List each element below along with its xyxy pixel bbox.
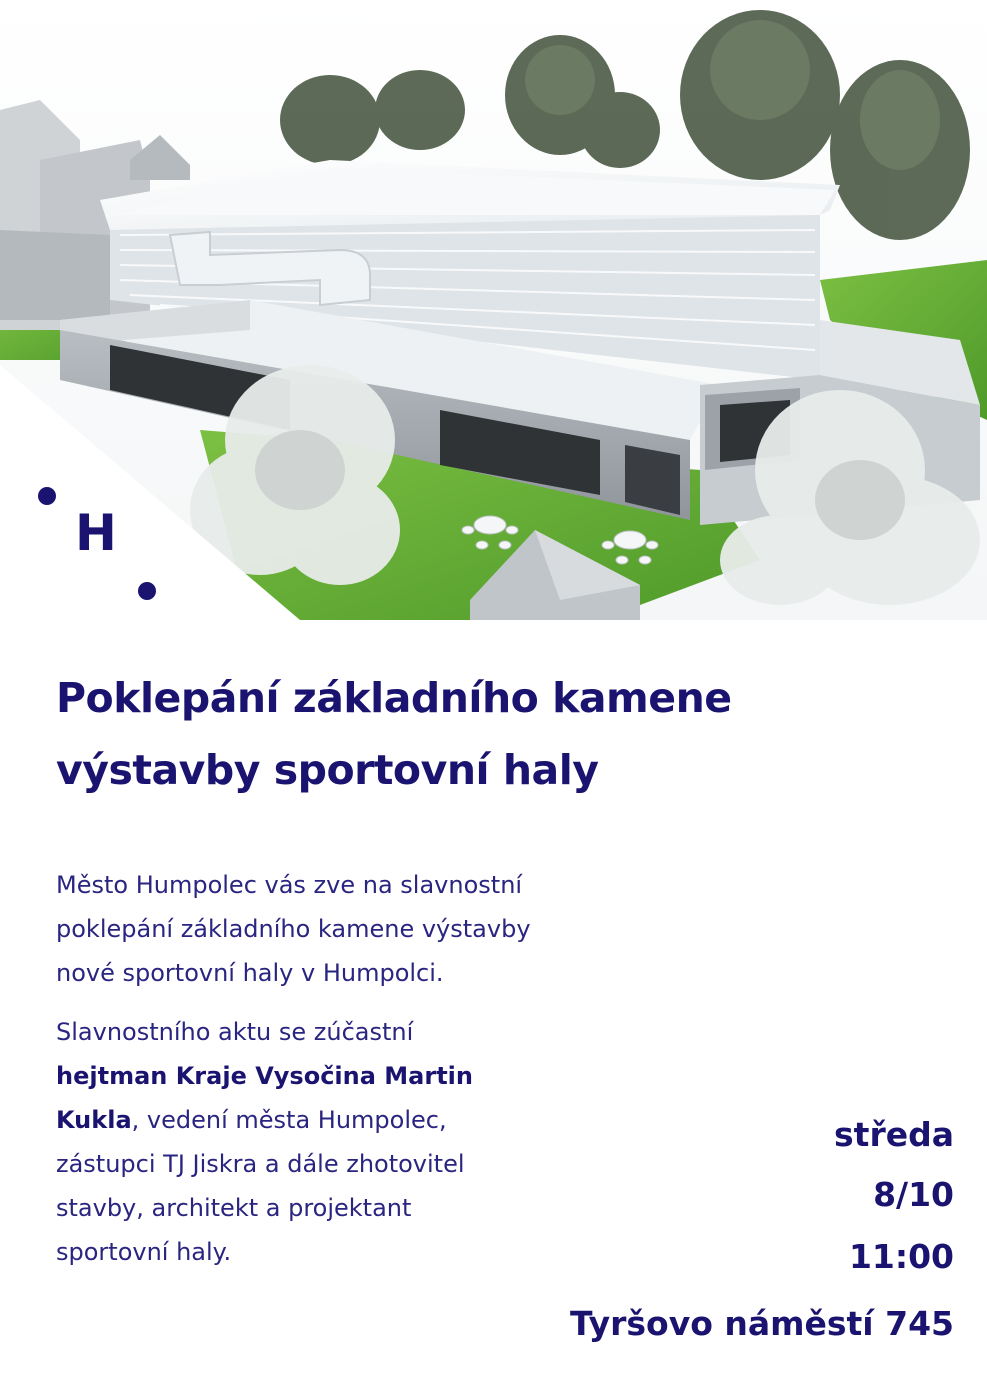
title-line-1: Poklepání základního kamene [56,674,732,722]
page-title [56,662,916,806]
paragraph-line: Slavnostního aktu se zúčastní [56,1018,414,1046]
event-date: 8/10 [873,1175,954,1214]
event-place: Tyršovo náměstí 745 [570,1304,954,1343]
paragraph-line: , vedení města Humpolec, [131,1106,447,1134]
event-day: středa [834,1115,954,1154]
event-time: 11:00 [848,1237,954,1276]
sports-hall-illustration [0,0,987,620]
invitation-paragraph [56,863,676,995]
paragraph-line: Město Humpolec vás zve na slavnostní [56,871,523,899]
title-line-2: výstavby sportovní haly [56,746,599,794]
governor-name: hejtman Kraje Vysočina Martin [56,1062,473,1090]
paragraph-line: sportovní haly. [56,1238,232,1266]
governor-surname: Kukla [56,1106,132,1134]
paragraph-line: zástupci TJ Jiskra a dále zhotovitel [56,1150,465,1178]
attendees-paragraph [56,1010,616,1274]
logo-dot-top [38,487,56,505]
hero-rendering [0,0,987,620]
paragraph-line: nové sportovní haly v Humpolci. [56,959,444,987]
logo-letter: H [75,504,117,562]
paragraph-line: poklepání základního kamene výstavby [56,915,531,943]
logo-dot-bottom [138,582,156,600]
paragraph-line: stavby, architekt a projektant [56,1194,412,1222]
